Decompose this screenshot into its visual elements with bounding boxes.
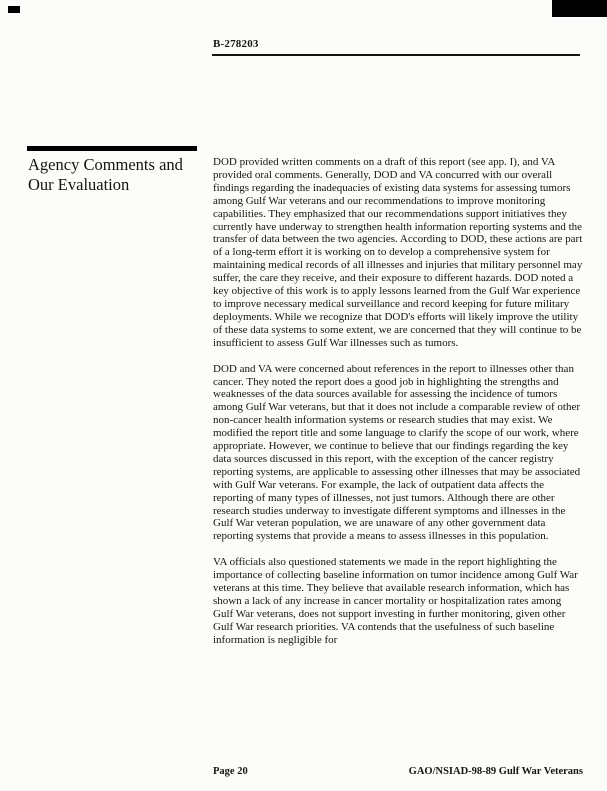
page-number: Page 20	[213, 766, 248, 777]
body-text-column	[213, 156, 583, 660]
report-id: GAO/NSIAD-98-89 Gulf War Veterans	[408, 766, 583, 777]
body-paragraph-3: VA officials also questioned statements we made in the report highlighting the importance of collecting baseline information on tumor incidence among Gulf War veterans at this time. They believe that available research information, which has shown a lack of any increase in cancer mortality or hospitalization rates among Gulf War veterans, does not support investing in further monitoring, given other Gulf War research priorities. VA contends that the usefulness of such baseline information is negligible for	[213, 556, 578, 646]
header-rule	[212, 54, 580, 56]
scan-registration-mark	[8, 6, 20, 13]
footer	[213, 766, 583, 777]
doc-number: B-278203	[213, 38, 259, 50]
section-divider-bar	[27, 146, 197, 151]
body-paragraph-1: DOD provided written comments on a draft of this report (see app. I), and VA provided oral comments. Generally, DOD and VA concurred with our overall findings regarding the inadequacies of existing data systems for assessing tumors among Gulf War veterans and our recommendations to improve monitoring capabilities. They emphasized that our recommendations support initiatives they currently have underway to strengthen health information reporting systems and the transfer of data between the two agencies. According to DOD, these actions are part of a long-term effort it is working on to develop a comprehensive system for maintaining medical records of all illnesses and injuries that military personnel may suffer, the care they receive, and their exposure to different hazards. DOD noted a key objective of this work is to apply lessons learned from the Gulf War experience to improve necessary medical surveillance and record keeping for future military deployments. While we recognize that DOD's efforts will likely improve the utility of these data systems to some extent, we are concerned that they will continue to be insufficient to assess Gulf War illnesses such as tumors.	[213, 156, 583, 349]
corner-bleed-tab	[552, 0, 607, 17]
body-paragraph-2: DOD and VA were concerned about references in the report to illnesses other than cancer. They noted the report does a good job in highlighting the strengths and weaknesses of the data sources available for assessing the incidence of tumors among Gulf War veterans, but that it does not include a comparable review of other non-cancer health information systems or research studies that may exist. We modified the report title and some language to clarify the scope of our work, where appropriate. However, we continue to believe that our findings regarding the key data sources discussed in this report, with the exception of the cancer registry reporting systems, are applicable to assessing other illnesses that may be associated with Gulf War veterans. For example, the lack of outpatient data affects the reporting of many types of illnesses, not just tumors. Although there are other research studies underway to investigate different symptoms and illnesses in the Gulf War veteran population, we are unaware of any other government data reporting systems that provide a means to assess illnesses in this population.	[213, 362, 581, 543]
section-heading: Agency Comments and Our Evaluation	[28, 155, 183, 195]
